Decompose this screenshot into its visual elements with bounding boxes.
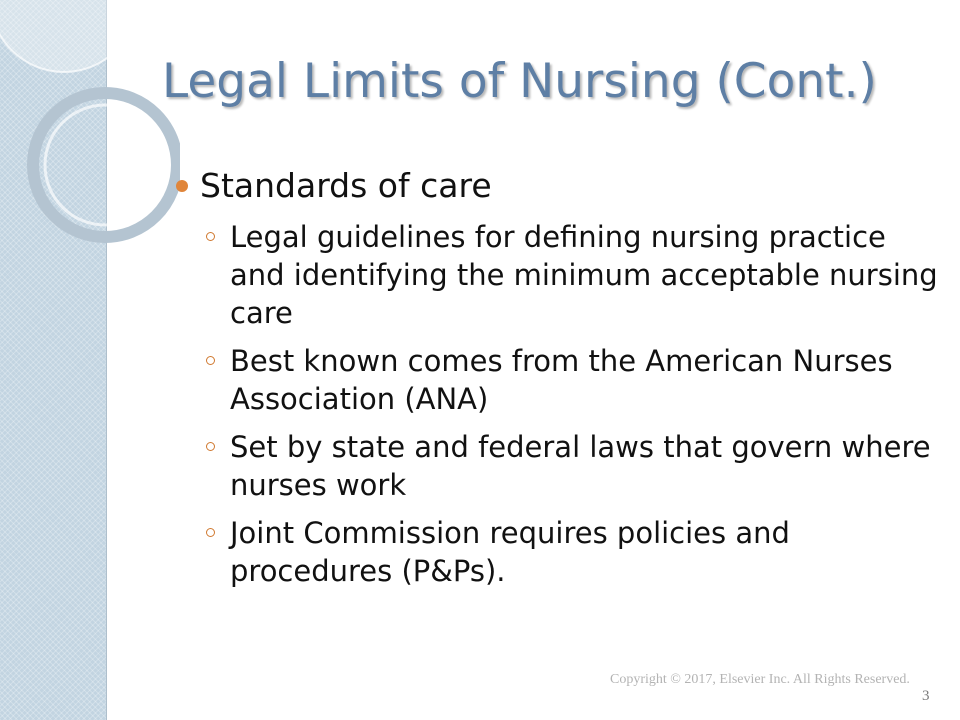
bullet-dot-icon bbox=[176, 180, 188, 192]
sub-bullet-text: Best known comes from the American Nurses Association (ANA) bbox=[230, 344, 893, 416]
sub-bullet-item bbox=[172, 428, 942, 504]
sub-bullet-item bbox=[172, 342, 942, 418]
sub-bullet-ring-icon bbox=[206, 442, 215, 451]
slide-title: Legal Limits of Nursing (Cont.) bbox=[162, 54, 877, 109]
sub-bullet-ring-icon bbox=[206, 356, 215, 365]
copyright-footer: Copyright © 2017, Elsevier Inc. All Rights Reserved. bbox=[610, 672, 910, 687]
sub-bullet-ring-icon bbox=[206, 232, 215, 241]
bullet-text: Standards of care bbox=[200, 166, 492, 205]
sub-bullet-ring-icon bbox=[206, 528, 215, 537]
page-number: 3 bbox=[922, 688, 930, 704]
sub-bullet-text: Joint Commission requires policies and procedures (P&Ps). bbox=[230, 516, 790, 588]
slide-content bbox=[172, 164, 942, 590]
sub-bullet-text: Legal guidelines for defining nursing practice and identifying the minimum acceptable nursing care bbox=[230, 220, 938, 330]
sub-bullet-item bbox=[172, 514, 942, 590]
bullet-item bbox=[172, 164, 942, 208]
sub-bullet-item bbox=[172, 218, 942, 332]
sub-bullet-text: Set by state and federal laws that govern where nurses work bbox=[230, 430, 931, 502]
side-decorative-band bbox=[0, 0, 107, 720]
